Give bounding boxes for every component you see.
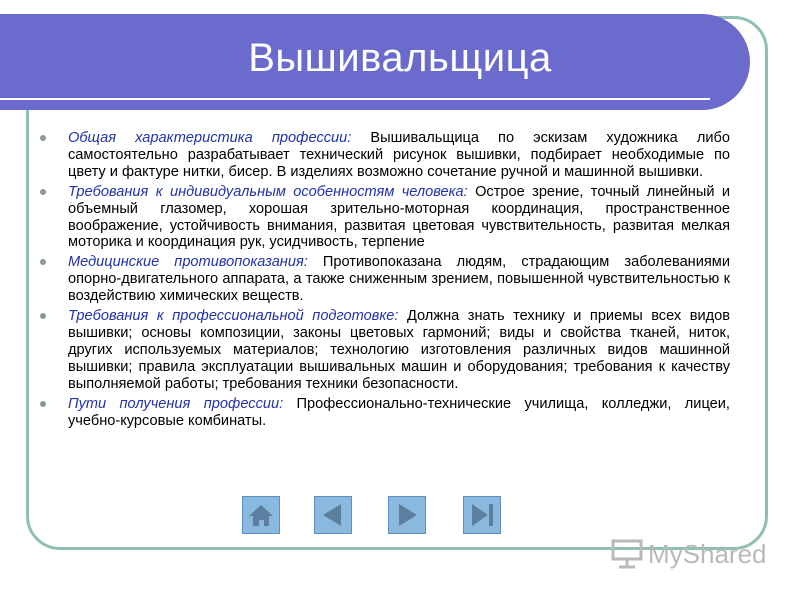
item-text: Противопоказана людям, страдающим заболеваниями опорно-двигательного аппарата, а также сниженным зрением, повышенной чувствительностью к воздействию химических веществ. bbox=[68, 254, 730, 305]
presentation-icon bbox=[610, 537, 644, 571]
bullet-icon bbox=[40, 189, 46, 195]
content-list bbox=[40, 130, 730, 432]
home-icon bbox=[243, 497, 279, 533]
bullet-icon bbox=[40, 401, 46, 407]
list-item bbox=[40, 396, 730, 430]
item-text: Должна знать технику и приемы всех видов вышивки; основы композиции, законы цветовых гармоний; виды и свойства тканей, ниток, других используемых материалов; технологию изготовления различных видов машинной вышивки; правила эксплуатации вышивальных машин и оборудования; требования к качеству выполняемой работы; требования техники безопасности. bbox=[68, 308, 730, 392]
next-button[interactable] bbox=[388, 496, 426, 534]
bullet-icon bbox=[40, 259, 46, 265]
list-item bbox=[40, 184, 730, 252]
previous-button[interactable] bbox=[314, 496, 352, 534]
slide-title: Вышивальщица bbox=[248, 36, 552, 80]
item-text: Вышивальщица по эскизам художника либо самостоятельно разрабатывает технический рисунок вышивки, подбирает необходимые по цвету и фактуре нитки, бисер. В изделиях возможно сочетание ручной и машинной вышивки. bbox=[68, 130, 730, 180]
item-text: Острое зрение, точный линейный и объемный глазомер, хорошая зрительно-моторная координация, пространственное воображение, устойчивость внимания, развитая цветовая чувствительность, развитая мелкая моторика и координация рук, усидчивость, терпение bbox=[68, 183, 730, 251]
item-label: Требования к профессиональной подготовке: bbox=[68, 308, 399, 325]
item-label: Требования к индивидуальным особенностям человека: bbox=[68, 183, 468, 200]
watermark-text: MyShared bbox=[648, 539, 767, 569]
item-label: Пути получения профессии: bbox=[68, 395, 284, 412]
bullet-icon bbox=[40, 135, 46, 141]
list-item bbox=[40, 130, 730, 181]
next-icon bbox=[389, 497, 425, 533]
last-slide-icon bbox=[464, 497, 500, 533]
bullet-icon bbox=[40, 313, 46, 319]
last-slide-button[interactable] bbox=[463, 496, 501, 534]
item-label: Общая характеристика профессии: bbox=[68, 130, 352, 146]
list-item bbox=[40, 308, 730, 393]
list-item bbox=[40, 254, 730, 305]
previous-icon bbox=[315, 497, 351, 533]
item-label: Медицинские противопоказания: bbox=[68, 254, 308, 271]
home-button[interactable] bbox=[242, 496, 280, 534]
item-text: Профессионально-технические училища, колледжи, лицеи, учебно-курсовые комбинаты. bbox=[68, 395, 730, 429]
